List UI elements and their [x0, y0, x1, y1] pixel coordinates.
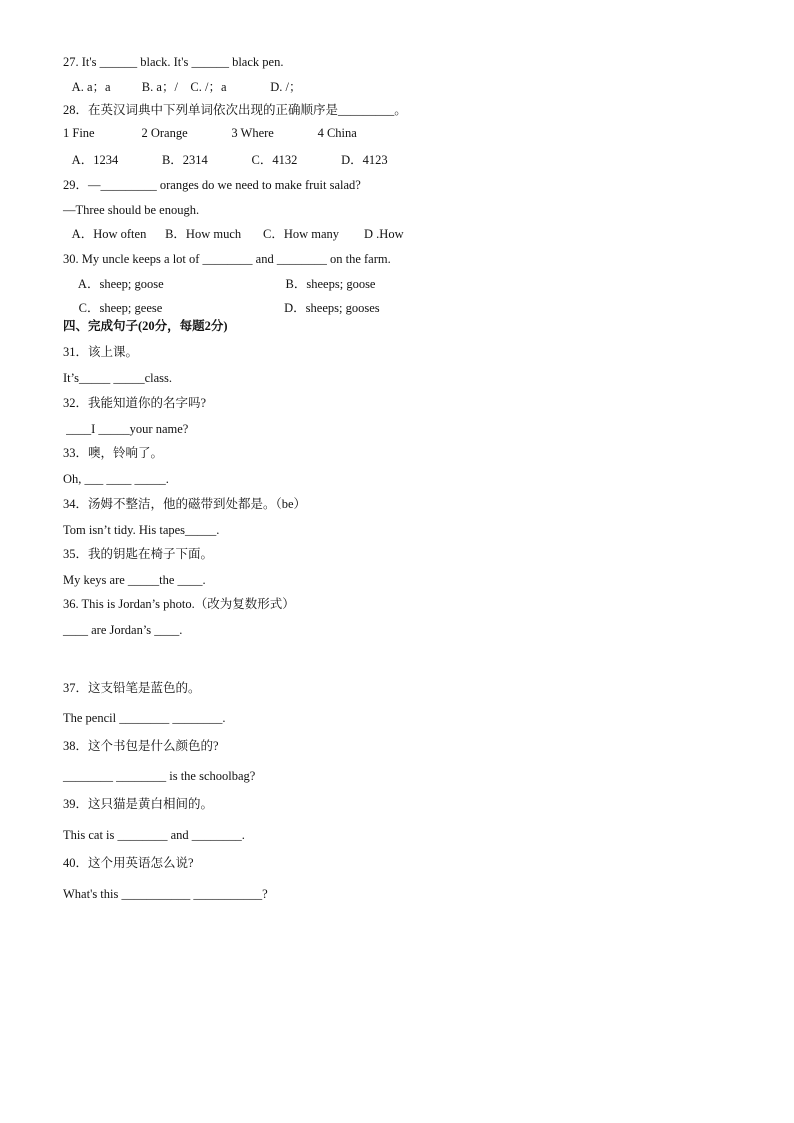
q31-prompt: 31．该上课。 [63, 345, 139, 359]
q39-prompt: 39．这只猫是黄白相间的。 [63, 797, 214, 811]
q39-answer: This cat is ________ and ________. [63, 828, 245, 842]
q40-prompt: 40．这个用英语怎么说? [63, 856, 194, 870]
q30-options-cd: C．sheep; geese D．sheeps; gooses [63, 301, 380, 315]
q32-answer: ____I _____your name? [63, 422, 189, 436]
q29-options: A．How often B．How much C．How many D .How [63, 227, 404, 241]
q37-prompt: 37．这支铅笔是蓝色的。 [63, 681, 201, 695]
q35-prompt: 35．我的钥匙在椅子下面。 [63, 547, 214, 561]
q34-prompt: 34．汤姆不整洁，他的磁带到处都是。（be） [63, 497, 307, 511]
q28-words: 1 Fine 2 Orange 3 Where 4 China [63, 126, 357, 140]
q28-stem: 28．在英汉词典中下列单词依次出现的正确顺序是_________。 [63, 103, 407, 117]
q35-answer: My keys are _____the ____. [63, 573, 206, 587]
q29-reply: —Three should be enough. [63, 203, 200, 217]
q30-stem: 30. My uncle keeps a lot of ________ and ________ on the farm. [63, 252, 391, 266]
q40-answer: What's this ___________ ___________? [63, 887, 268, 901]
q27-stem: 27. It's ______ black. It's ______ black pen. [63, 55, 284, 69]
q32-prompt: 32．我能知道你的名字吗? [63, 396, 207, 410]
q33-answer: Oh, ___ ____ _____. [63, 472, 169, 486]
q38-prompt: 38．这个书包是什么颜色的? [63, 739, 219, 753]
q36-answer: ____ are Jordan’s ____. [63, 623, 183, 637]
section-heading: 四、完成句子(20分，每题2分) [63, 319, 228, 333]
q37-answer: The pencil ________ ________. [63, 711, 226, 725]
q30-options-ab: A．sheep; goose B．sheeps; goose [63, 277, 376, 291]
q33-prompt: 33．噢，铃响了。 [63, 446, 164, 460]
q36-prompt: 36. This is Jordan’s photo.（改为复数形式） [63, 597, 295, 611]
q38-answer: ________ ________ is the schoolbag? [63, 769, 256, 783]
q27-options: A. a；a B. a；/ C. /；a D. /； [63, 80, 302, 94]
q31-answer: It’s_____ _____class. [63, 371, 173, 385]
q29-stem: 29．—_________ oranges do we need to make fruit salad? [63, 178, 361, 192]
q34-answer: Tom isn’t tidy. His tapes_____. [63, 523, 220, 537]
q28-options: A．1234 B．2314 C．4132 D．4123 [63, 153, 388, 167]
